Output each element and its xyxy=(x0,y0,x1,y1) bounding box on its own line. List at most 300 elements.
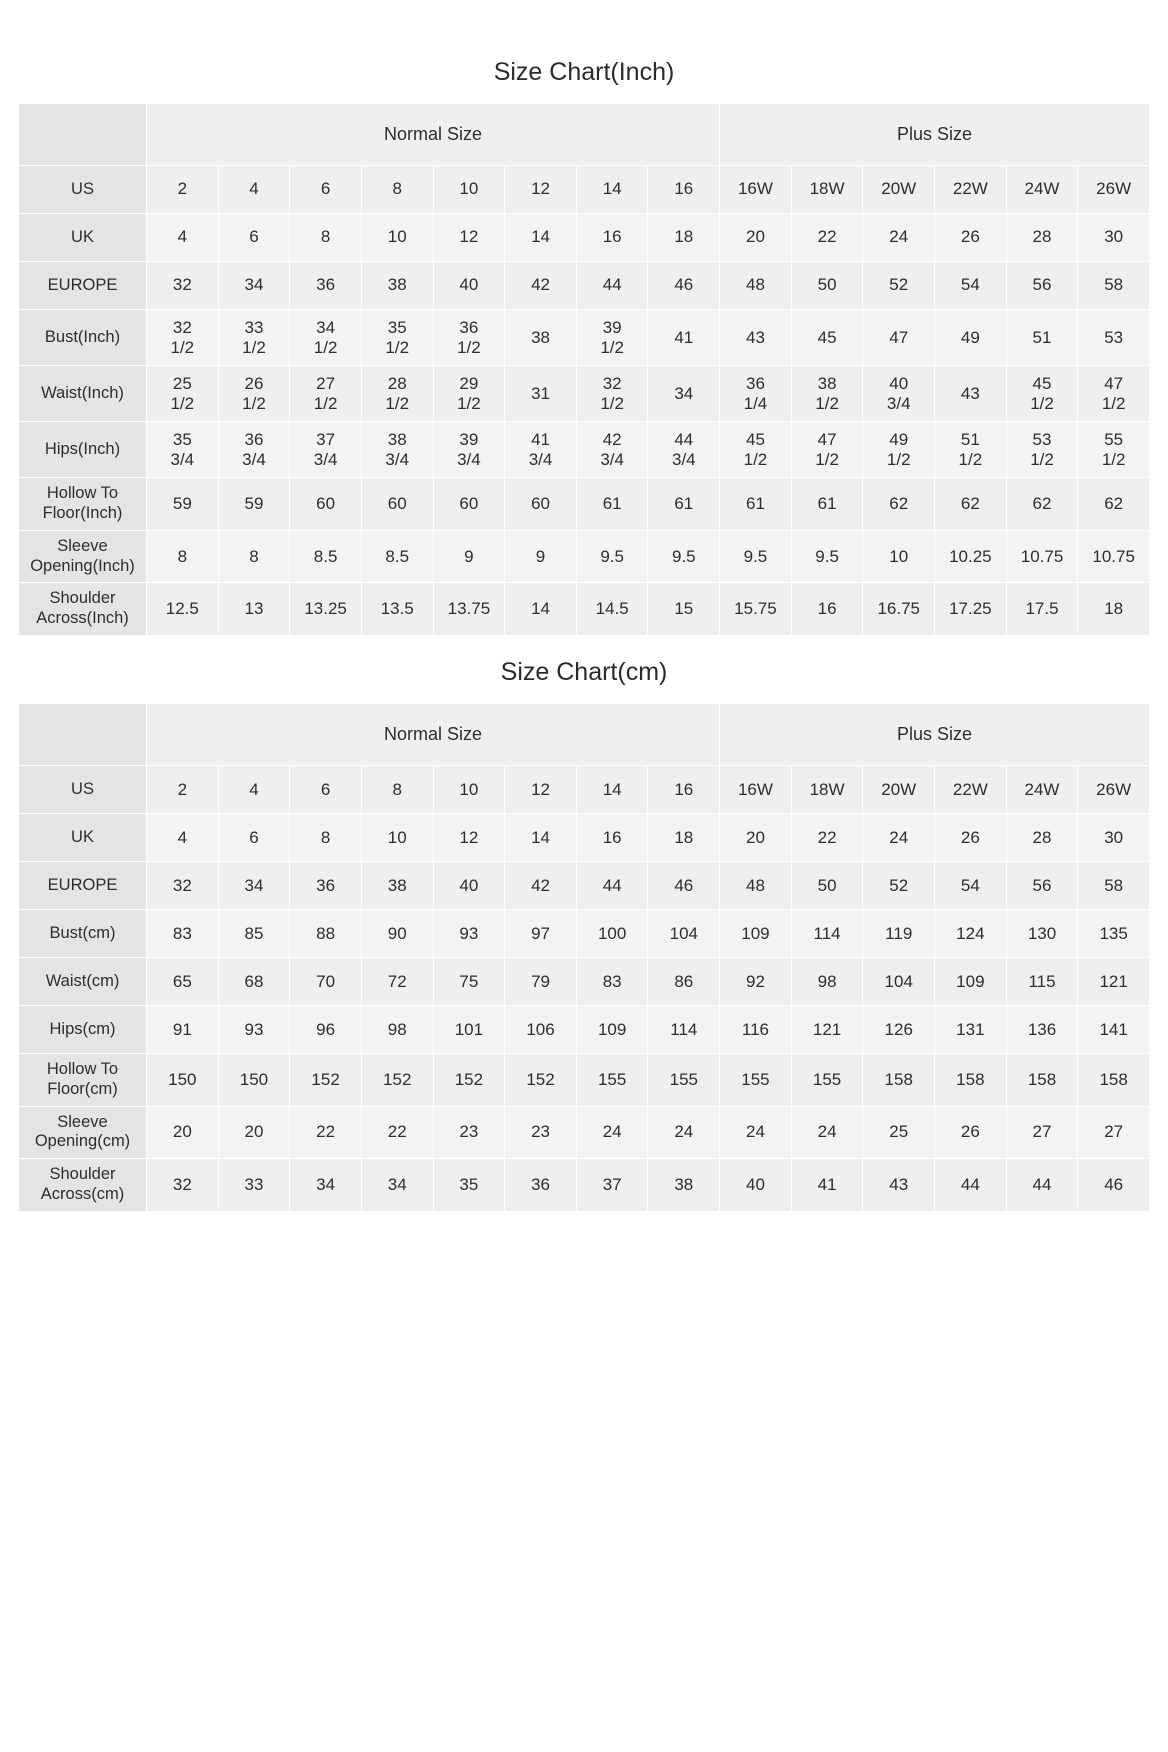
table-cell: 65 xyxy=(147,958,219,1006)
table-cell: 48 xyxy=(720,262,792,310)
table-cell: 68 xyxy=(218,958,290,1006)
table-cell: 61 xyxy=(720,478,792,531)
table-cell: 62 xyxy=(1078,478,1150,531)
table-cell: 13.75 xyxy=(433,583,505,636)
row-label: Hollow To Floor(cm) xyxy=(19,1054,147,1107)
table-row xyxy=(19,422,1150,478)
table-cell: 47 1/2 xyxy=(791,422,863,478)
table-cell: 32 xyxy=(147,862,219,910)
table-cell: 32 1/2 xyxy=(147,310,219,366)
table-cell: 14.5 xyxy=(576,583,648,636)
table-cell: 16 xyxy=(648,766,720,814)
table-cell: 50 xyxy=(791,262,863,310)
row-label: EUROPE xyxy=(19,862,147,910)
group-header-plus-size: Plus Size xyxy=(720,704,1150,766)
table-cell: 22W xyxy=(935,766,1007,814)
table-cell: 92 xyxy=(720,958,792,1006)
table-cell: 152 xyxy=(433,1054,505,1107)
table-cell: 38 xyxy=(361,262,433,310)
table-row xyxy=(19,814,1150,862)
table-cell: 60 xyxy=(433,478,505,531)
table-row xyxy=(19,530,1150,583)
group-header-plus-size: Plus Size xyxy=(720,104,1150,166)
table-cell: 30 xyxy=(1078,814,1150,862)
table-cell: 26 xyxy=(935,814,1007,862)
table-cell: 44 xyxy=(576,262,648,310)
table-cell: 10.75 xyxy=(1078,530,1150,583)
table-cell: 34 xyxy=(648,366,720,422)
table-cell: 85 xyxy=(218,910,290,958)
table-cell: 42 xyxy=(505,862,577,910)
table-cell: 10.25 xyxy=(935,530,1007,583)
table-cell: 114 xyxy=(791,910,863,958)
table-cell: 4 xyxy=(147,214,219,262)
table-row xyxy=(19,583,1150,636)
table-cell: 13 xyxy=(218,583,290,636)
table-cell: 40 xyxy=(720,1159,792,1212)
table-cell: 86 xyxy=(648,958,720,1006)
table-cell: 34 xyxy=(218,862,290,910)
table-cell: 54 xyxy=(935,862,1007,910)
table-cell: 16W xyxy=(720,766,792,814)
table-cell: 16 xyxy=(576,814,648,862)
table-cell: 34 xyxy=(361,1159,433,1212)
table-cell: 20W xyxy=(863,766,935,814)
table-cell: 34 1/2 xyxy=(290,310,362,366)
table-cell: 38 xyxy=(648,1159,720,1212)
group-header-normal-size: Normal Size xyxy=(147,104,720,166)
table-cell: 8.5 xyxy=(361,530,433,583)
table-cell: 49 1/2 xyxy=(863,422,935,478)
table-cell: 47 1/2 xyxy=(1078,366,1150,422)
table-cell: 36 xyxy=(290,862,362,910)
table-cell: 46 xyxy=(648,862,720,910)
table-cell: 45 1/2 xyxy=(1006,366,1078,422)
table-cell: 121 xyxy=(791,1006,863,1054)
row-label: UK xyxy=(19,814,147,862)
table-cell: 83 xyxy=(147,910,219,958)
table-cell: 109 xyxy=(576,1006,648,1054)
table-cell: 152 xyxy=(361,1054,433,1107)
table-cell: 72 xyxy=(361,958,433,1006)
table-cell: 34 xyxy=(290,1159,362,1212)
table-cell: 49 xyxy=(935,310,1007,366)
table-row xyxy=(19,1159,1150,1212)
table-cell: 9 xyxy=(433,530,505,583)
table-cell: 83 xyxy=(576,958,648,1006)
table-cell: 124 xyxy=(935,910,1007,958)
row-label: Hips(Inch) xyxy=(19,422,147,478)
table-cell: 12 xyxy=(433,214,505,262)
table-cell: 38 1/2 xyxy=(791,366,863,422)
table-cell: 39 3/4 xyxy=(433,422,505,478)
table-row xyxy=(19,214,1150,262)
table-cell: 26W xyxy=(1078,766,1150,814)
table-cell: 17.25 xyxy=(935,583,1007,636)
table-cell: 136 xyxy=(1006,1006,1078,1054)
table-cell: 24W xyxy=(1006,766,1078,814)
table-cell: 51 xyxy=(1006,310,1078,366)
table-cell: 18W xyxy=(791,766,863,814)
table-cell: 61 xyxy=(791,478,863,531)
table-cell: 8 xyxy=(361,166,433,214)
table-cell: 45 xyxy=(791,310,863,366)
table-cell: 14 xyxy=(576,166,648,214)
table-cell: 56 xyxy=(1006,262,1078,310)
table-cell: 104 xyxy=(863,958,935,1006)
row-label: Hips(cm) xyxy=(19,1006,147,1054)
table-cell: 59 xyxy=(218,478,290,531)
table-corner-cell xyxy=(19,104,147,166)
table-cell: 24 xyxy=(863,214,935,262)
table-cell: 17.5 xyxy=(1006,583,1078,636)
group-header-row xyxy=(19,704,1150,766)
table-cell: 55 1/2 xyxy=(1078,422,1150,478)
table-cell: 53 xyxy=(1078,310,1150,366)
table-cell: 22 xyxy=(361,1106,433,1159)
table-cell: 10 xyxy=(433,166,505,214)
table-cell: 141 xyxy=(1078,1006,1150,1054)
table-cell: 20 xyxy=(720,814,792,862)
table-cell: 116 xyxy=(720,1006,792,1054)
table-cell: 88 xyxy=(290,910,362,958)
table-cell: 8 xyxy=(361,766,433,814)
table-cell: 158 xyxy=(863,1054,935,1107)
table-cell: 20 xyxy=(720,214,792,262)
table-cell: 24 xyxy=(648,1106,720,1159)
table-cell: 16.75 xyxy=(863,583,935,636)
table-cell: 42 xyxy=(505,262,577,310)
table-cell: 6 xyxy=(218,814,290,862)
table-cell: 50 xyxy=(791,862,863,910)
table-cell: 22 xyxy=(791,814,863,862)
table-row xyxy=(19,1054,1150,1107)
table-row xyxy=(19,958,1150,1006)
table-cell: 36 xyxy=(505,1159,577,1212)
table-row xyxy=(19,1106,1150,1159)
table-cell: 121 xyxy=(1078,958,1150,1006)
table-cell: 12 xyxy=(505,166,577,214)
table-cell: 13.25 xyxy=(290,583,362,636)
table-cell: 61 xyxy=(648,478,720,531)
row-label: Bust(cm) xyxy=(19,910,147,958)
table-cell: 158 xyxy=(1078,1054,1150,1107)
table-cell: 41 xyxy=(791,1159,863,1212)
table-cell: 32 xyxy=(147,1159,219,1212)
table-cell: 45 1/2 xyxy=(720,422,792,478)
table-cell: 40 xyxy=(433,862,505,910)
table-cell: 12 xyxy=(433,814,505,862)
table-cell: 6 xyxy=(218,214,290,262)
table-cell: 35 1/2 xyxy=(361,310,433,366)
table-cell: 27 1/2 xyxy=(290,366,362,422)
table-cell: 8 xyxy=(147,530,219,583)
table-cell: 8 xyxy=(218,530,290,583)
table-cell: 114 xyxy=(648,1006,720,1054)
table-cell: 115 xyxy=(1006,958,1078,1006)
table-cell: 6 xyxy=(290,166,362,214)
table-cell: 43 xyxy=(863,1159,935,1212)
table-cell: 44 xyxy=(1006,1159,1078,1212)
table-cell: 60 xyxy=(361,478,433,531)
table-cell: 10.75 xyxy=(1006,530,1078,583)
table-cell: 56 xyxy=(1006,862,1078,910)
row-label: Waist(Inch) xyxy=(19,366,147,422)
table-cell: 8.5 xyxy=(290,530,362,583)
table-cell: 9.5 xyxy=(576,530,648,583)
table-cell: 152 xyxy=(505,1054,577,1107)
table-cell: 35 3/4 xyxy=(147,422,219,478)
table-cell: 46 xyxy=(1078,1159,1150,1212)
table-cell: 37 xyxy=(576,1159,648,1212)
group-header-row xyxy=(19,104,1150,166)
table-cell: 8 xyxy=(290,214,362,262)
table-cell: 61 xyxy=(576,478,648,531)
table-cell: 158 xyxy=(1006,1054,1078,1107)
table-cell: 53 1/2 xyxy=(1006,422,1078,478)
table-cell: 16W xyxy=(720,166,792,214)
table-cell: 47 xyxy=(863,310,935,366)
group-header-normal-size: Normal Size xyxy=(147,704,720,766)
table-cell: 155 xyxy=(720,1054,792,1107)
table-cell: 32 xyxy=(147,262,219,310)
table-cell: 10 xyxy=(433,766,505,814)
table-cell: 26W xyxy=(1078,166,1150,214)
table-cell: 14 xyxy=(576,766,648,814)
row-label: Hollow To Floor(Inch) xyxy=(19,478,147,531)
table-cell: 51 1/2 xyxy=(935,422,1007,478)
table-row xyxy=(19,910,1150,958)
table-cell: 60 xyxy=(290,478,362,531)
size-chart-inch-table xyxy=(18,103,1150,636)
table-cell: 13.5 xyxy=(361,583,433,636)
table-row xyxy=(19,478,1150,531)
table-cell: 46 xyxy=(648,262,720,310)
table-cell: 8 xyxy=(290,814,362,862)
table-cell: 14 xyxy=(505,214,577,262)
table-cell: 44 3/4 xyxy=(648,422,720,478)
row-label: Shoulder Across(cm) xyxy=(19,1159,147,1212)
table-cell: 135 xyxy=(1078,910,1150,958)
table-cell: 38 3/4 xyxy=(361,422,433,478)
table-cell: 58 xyxy=(1078,862,1150,910)
table-cell: 101 xyxy=(433,1006,505,1054)
table-cell: 96 xyxy=(290,1006,362,1054)
table-cell: 16 xyxy=(576,214,648,262)
table-cell: 58 xyxy=(1078,262,1150,310)
table-cell: 75 xyxy=(433,958,505,1006)
table-cell: 20 xyxy=(147,1106,219,1159)
table-cell: 23 xyxy=(433,1106,505,1159)
table-cell: 126 xyxy=(863,1006,935,1054)
table-cell: 43 xyxy=(935,366,1007,422)
table-cell: 155 xyxy=(576,1054,648,1107)
table-cell: 91 xyxy=(147,1006,219,1054)
table-cell: 12 xyxy=(505,766,577,814)
table-cell: 31 xyxy=(505,366,577,422)
table-cell: 9.5 xyxy=(791,530,863,583)
page-title-cm: Size Chart(cm) xyxy=(500,658,668,687)
table-cell: 12.5 xyxy=(147,583,219,636)
row-label: UK xyxy=(19,214,147,262)
table-cell: 79 xyxy=(505,958,577,1006)
table-cell: 26 xyxy=(935,1106,1007,1159)
table-cell: 4 xyxy=(218,766,290,814)
table-cell: 10 xyxy=(361,814,433,862)
table-cell: 24 xyxy=(720,1106,792,1159)
table-cell: 24W xyxy=(1006,166,1078,214)
table-cell: 16 xyxy=(648,166,720,214)
table-cell: 38 xyxy=(361,862,433,910)
row-label: US xyxy=(19,766,147,814)
table-cell: 152 xyxy=(290,1054,362,1107)
table-cell: 36 1/4 xyxy=(720,366,792,422)
table-cell: 26 1/2 xyxy=(218,366,290,422)
table-row xyxy=(19,166,1150,214)
table-cell: 48 xyxy=(720,862,792,910)
table-cell: 36 3/4 xyxy=(218,422,290,478)
table-cell: 41 3/4 xyxy=(505,422,577,478)
table-cell: 109 xyxy=(720,910,792,958)
table-cell: 28 1/2 xyxy=(361,366,433,422)
table-cell: 10 xyxy=(863,530,935,583)
row-label: Sleeve Opening(cm) xyxy=(19,1106,147,1159)
table-cell: 93 xyxy=(433,910,505,958)
table-cell: 36 xyxy=(290,262,362,310)
table-cell: 52 xyxy=(863,262,935,310)
table-cell: 25 xyxy=(863,1106,935,1159)
table-cell: 62 xyxy=(863,478,935,531)
table-cell: 40 3/4 xyxy=(863,366,935,422)
table-cell: 109 xyxy=(935,958,1007,1006)
table-cell: 93 xyxy=(218,1006,290,1054)
table-cell: 52 xyxy=(863,862,935,910)
table-cell: 90 xyxy=(361,910,433,958)
table-cell: 40 xyxy=(433,262,505,310)
table-cell: 24 xyxy=(791,1106,863,1159)
table-cell: 98 xyxy=(791,958,863,1006)
table-cell: 28 xyxy=(1006,814,1078,862)
page-title-inch: Size Chart(Inch) xyxy=(493,58,675,86)
table-cell: 44 xyxy=(935,1159,1007,1212)
table-cell: 9.5 xyxy=(648,530,720,583)
table-cell: 22 xyxy=(791,214,863,262)
table-row xyxy=(19,366,1150,422)
table-row xyxy=(19,1006,1150,1054)
size-chart-cm-body xyxy=(19,704,1150,1212)
table-cell: 70 xyxy=(290,958,362,1006)
table-cell: 32 1/2 xyxy=(576,366,648,422)
table-row xyxy=(19,862,1150,910)
table-cell: 41 xyxy=(648,310,720,366)
table-cell: 43 xyxy=(720,310,792,366)
table-cell: 4 xyxy=(218,166,290,214)
table-cell: 100 xyxy=(576,910,648,958)
table-cell: 37 3/4 xyxy=(290,422,362,478)
table-cell: 54 xyxy=(935,262,1007,310)
table-cell: 28 xyxy=(1006,214,1078,262)
row-label: Bust(Inch) xyxy=(19,310,147,366)
table-cell: 27 xyxy=(1078,1106,1150,1159)
table-cell: 39 1/2 xyxy=(576,310,648,366)
table-cell: 155 xyxy=(648,1054,720,1107)
table-cell: 26 xyxy=(935,214,1007,262)
table-cell: 36 1/2 xyxy=(433,310,505,366)
row-label: Sleeve Opening(Inch) xyxy=(19,530,147,583)
table-cell: 4 xyxy=(147,814,219,862)
table-cell: 2 xyxy=(147,166,219,214)
table-cell: 18 xyxy=(648,214,720,262)
table-cell: 2 xyxy=(147,766,219,814)
table-cell: 130 xyxy=(1006,910,1078,958)
table-cell: 18W xyxy=(791,166,863,214)
table-cell: 119 xyxy=(863,910,935,958)
table-cell: 29 1/2 xyxy=(433,366,505,422)
table-cell: 14 xyxy=(505,814,577,862)
row-label: US xyxy=(19,166,147,214)
table-cell: 155 xyxy=(791,1054,863,1107)
table-cell: 9.5 xyxy=(720,530,792,583)
table-cell: 44 xyxy=(576,862,648,910)
size-chart-cm-table xyxy=(18,703,1150,1212)
table-cell: 38 xyxy=(505,310,577,366)
table-cell: 14 xyxy=(505,583,577,636)
table-cell: 27 xyxy=(1006,1106,1078,1159)
table-cell: 106 xyxy=(505,1006,577,1054)
table-cell: 23 xyxy=(505,1106,577,1159)
table-cell: 104 xyxy=(648,910,720,958)
table-cell: 33 xyxy=(218,1159,290,1212)
table-cell: 150 xyxy=(218,1054,290,1107)
table-cell: 24 xyxy=(863,814,935,862)
table-cell: 20 xyxy=(218,1106,290,1159)
table-cell: 15 xyxy=(648,583,720,636)
row-label: Waist(cm) xyxy=(19,958,147,1006)
table-cell: 24 xyxy=(576,1106,648,1159)
table-cell: 33 1/2 xyxy=(218,310,290,366)
table-cell: 22W xyxy=(935,166,1007,214)
table-row xyxy=(19,310,1150,366)
table-cell: 59 xyxy=(147,478,219,531)
table-cell: 131 xyxy=(935,1006,1007,1054)
table-cell: 20W xyxy=(863,166,935,214)
table-cell: 150 xyxy=(147,1054,219,1107)
table-cell: 158 xyxy=(935,1054,1007,1107)
table-cell: 34 xyxy=(218,262,290,310)
table-cell: 22 xyxy=(290,1106,362,1159)
table-cell: 60 xyxy=(505,478,577,531)
table-cell: 62 xyxy=(935,478,1007,531)
table-cell: 30 xyxy=(1078,214,1150,262)
table-cell: 98 xyxy=(361,1006,433,1054)
table-row xyxy=(19,262,1150,310)
row-label: Shoulder Across(Inch) xyxy=(19,583,147,636)
table-row xyxy=(19,766,1150,814)
size-chart-inch-body xyxy=(19,104,1150,636)
table-cell: 15.75 xyxy=(720,583,792,636)
row-label: EUROPE xyxy=(19,262,147,310)
table-corner-cell xyxy=(19,704,147,766)
table-cell: 18 xyxy=(1078,583,1150,636)
table-cell: 6 xyxy=(290,766,362,814)
table-cell: 18 xyxy=(648,814,720,862)
table-cell: 42 3/4 xyxy=(576,422,648,478)
table-cell: 35 xyxy=(433,1159,505,1212)
table-cell: 25 1/2 xyxy=(147,366,219,422)
table-cell: 9 xyxy=(505,530,577,583)
table-cell: 97 xyxy=(505,910,577,958)
table-cell: 16 xyxy=(791,583,863,636)
